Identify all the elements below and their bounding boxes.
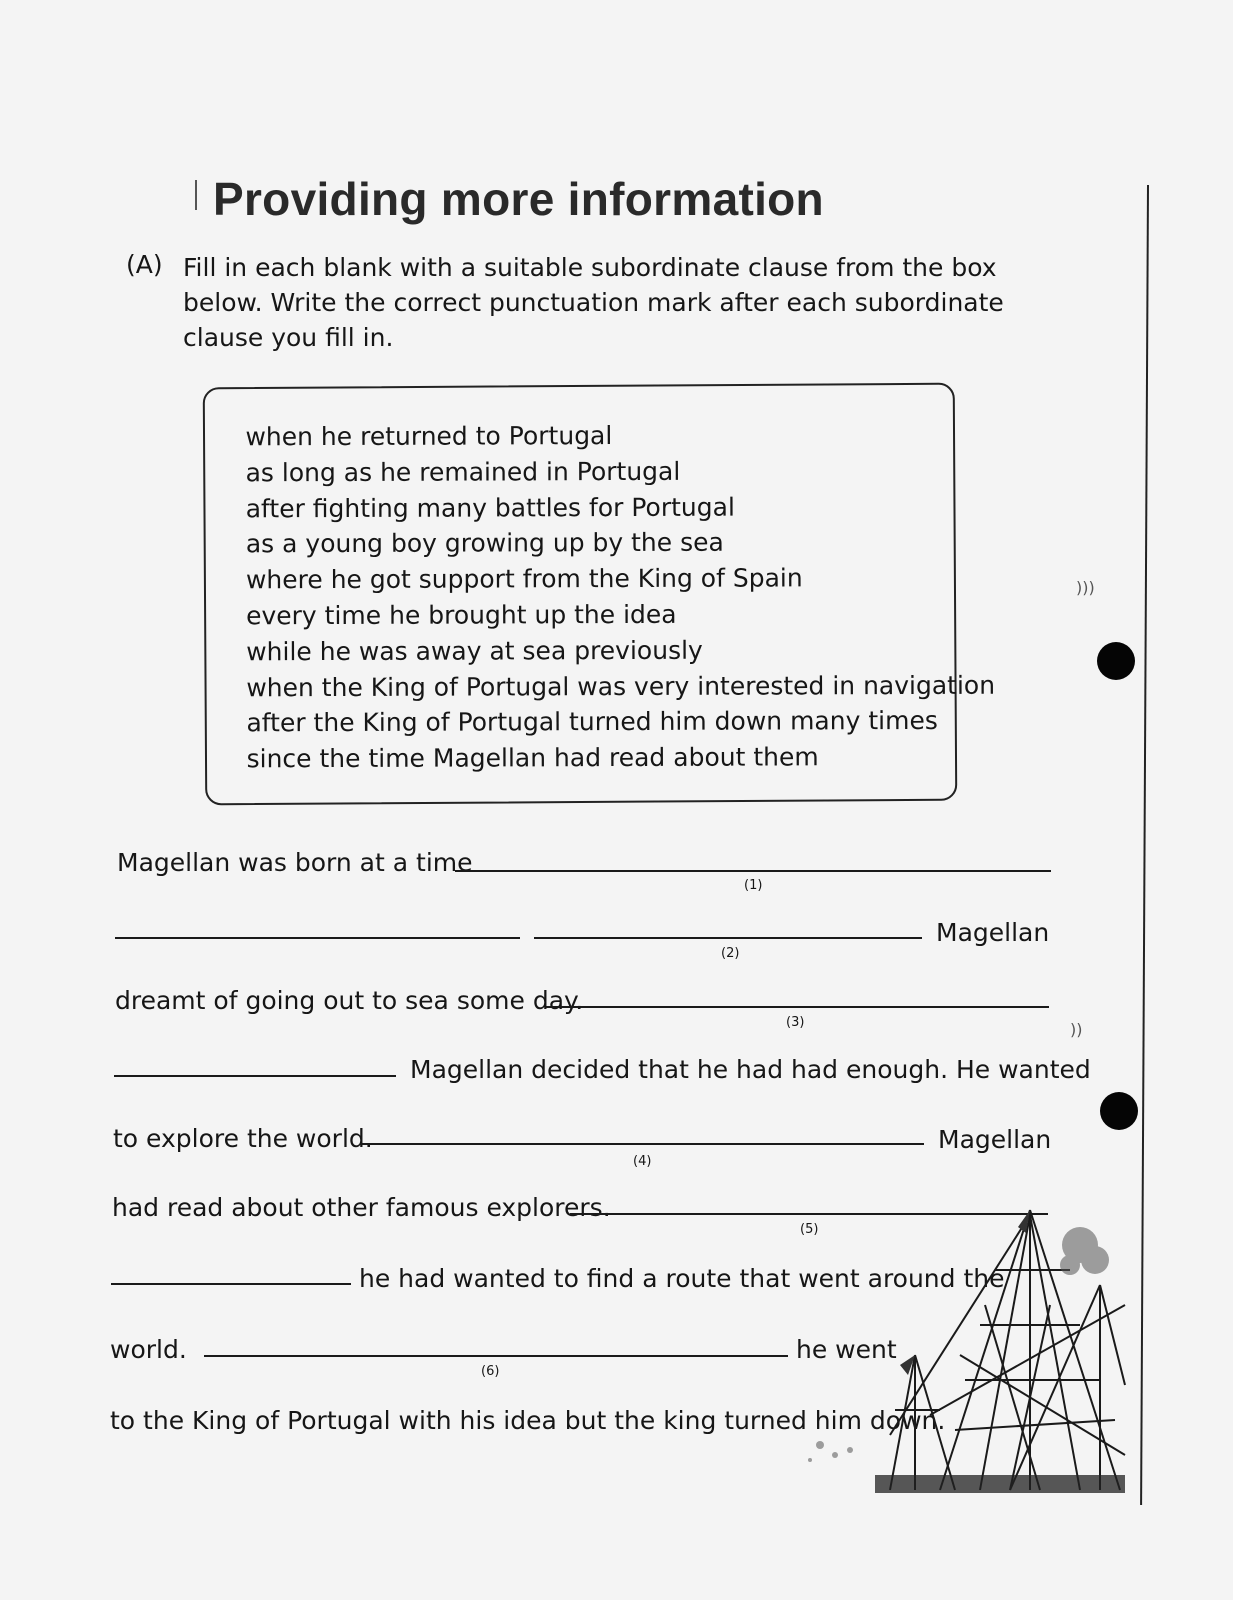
- passage-text: had read about other famous explorers.: [112, 1193, 611, 1222]
- clause-item: since the time Magellan had read about them: [246, 742, 819, 774]
- clause-item: when the King of Portugal was very interested in navigation: [246, 670, 996, 702]
- clause-list: [245, 417, 995, 778]
- blank-1[interactable]: [455, 870, 1051, 872]
- section-label: (A): [126, 250, 163, 279]
- blank-5-continued[interactable]: [111, 1283, 351, 1285]
- passage-text: he had wanted to find a route that went around the: [359, 1264, 1005, 1293]
- clause-item: as long as he remained in Portugal: [245, 456, 681, 488]
- blank-number: (5): [800, 1222, 819, 1237]
- passage-text: to explore the world.: [113, 1124, 373, 1153]
- blank-3[interactable]: [546, 1006, 1049, 1008]
- scan-artifact-icon: ))): [1076, 578, 1095, 597]
- punch-hole: [1097, 642, 1135, 680]
- blank-number: (6): [481, 1364, 500, 1379]
- blank-6[interactable]: [204, 1355, 788, 1357]
- passage-text: dreamt of going out to sea some day.: [115, 986, 584, 1015]
- blank-number: (4): [633, 1154, 652, 1169]
- instruction-line: clause you fill in.: [183, 323, 394, 352]
- blank-number: (1): [744, 878, 763, 893]
- blank-4[interactable]: [360, 1143, 924, 1145]
- ship-illustration-icon: [780, 1205, 1130, 1495]
- clause-item: when he returned to Portugal: [245, 421, 613, 452]
- clause-item: while he was away at sea previously: [246, 635, 703, 667]
- passage-text: to the King of Portugal with his idea but the king turned him down.: [110, 1406, 946, 1435]
- page-edge-line: [1140, 185, 1149, 1505]
- passage-text: he went: [796, 1335, 897, 1364]
- blank-2[interactable]: [534, 937, 922, 939]
- instruction-line: below. Write the correct punctuation mark after each subordinate: [183, 288, 1004, 317]
- clause-item: every time he brought up the idea: [246, 599, 677, 631]
- clause-item: where he got support from the King of Spain: [245, 563, 803, 595]
- passage-text: world.: [110, 1335, 187, 1364]
- punch-hole: [1100, 1092, 1138, 1130]
- passage-text: Magellan: [936, 918, 1050, 947]
- clause-item: after the King of Portugal turned him down many times: [246, 706, 938, 738]
- instructions: [183, 250, 1023, 355]
- scan-mark: [195, 180, 197, 210]
- blank-number: (3): [786, 1015, 805, 1030]
- scan-artifact-icon: )): [1070, 1020, 1083, 1039]
- blank-number: (2): [721, 946, 740, 961]
- blank-1-continued[interactable]: [115, 937, 520, 939]
- instruction-line: Fill in each blank with a suitable subordinate clause from the box: [183, 253, 997, 282]
- page-title: Providing more information: [213, 173, 824, 225]
- blank-3-continued[interactable]: [114, 1075, 396, 1077]
- passage-text: Magellan decided that he had had enough. He wanted: [410, 1055, 1091, 1084]
- passage-text: Magellan: [938, 1125, 1052, 1154]
- clause-item: after fighting many battles for Portugal: [245, 492, 735, 523]
- passage-text: Magellan was born at a time: [117, 848, 473, 877]
- clause-item: as a young boy growing up by the sea: [245, 528, 724, 559]
